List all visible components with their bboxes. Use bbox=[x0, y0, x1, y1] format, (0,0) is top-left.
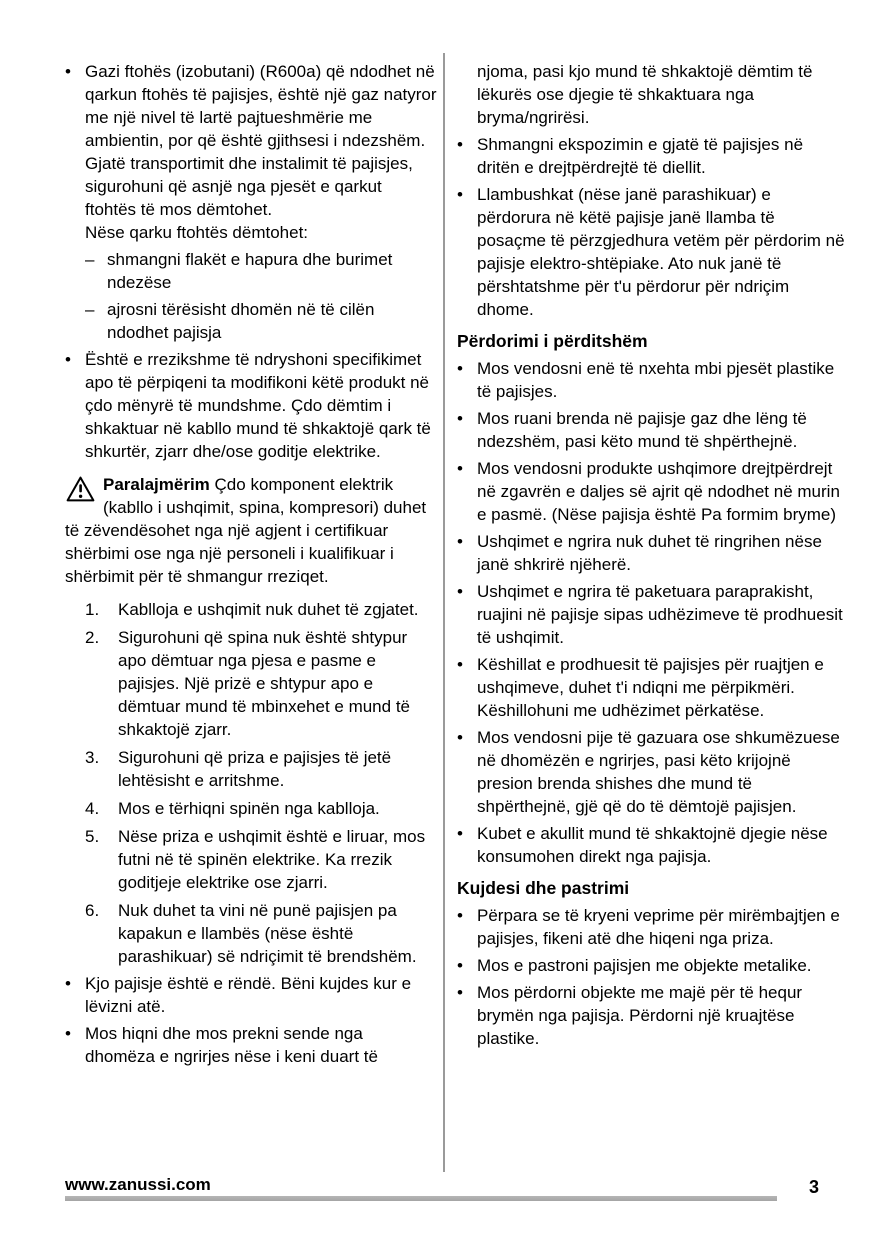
bullet-marker: • bbox=[457, 983, 463, 1002]
item-text: Nuk duhet ta vini në punë pajisjen pa kapakun e llambës (nëse është parashikuar) së ndriçimit të brendshëm. bbox=[118, 901, 417, 966]
bullet-item bbox=[457, 822, 847, 868]
item-text: Mos vendosni enë të nxehta mbi pjesët plastike të pajisjes. bbox=[477, 359, 835, 401]
bullet-item bbox=[457, 580, 847, 649]
bullet-marker: • bbox=[457, 655, 463, 674]
number-marker: 4. bbox=[85, 799, 100, 818]
bullet-marker: • bbox=[65, 62, 71, 81]
bullet-marker: • bbox=[457, 906, 463, 925]
bullet-marker: • bbox=[457, 532, 463, 551]
numbered-item bbox=[85, 598, 437, 621]
bullet-item bbox=[65, 972, 437, 1018]
item-text: Kablloja e ushqimit nuk duhet të zgjatet. bbox=[118, 600, 419, 619]
item-text: Mos e pastroni pajisjen me objekte metalike. bbox=[477, 956, 812, 975]
item-text: Mos përdorni objekte me majë për të hequr brymën nga pajisja. Përdorni një kruajtëse plastike. bbox=[477, 983, 803, 1048]
warning-label: Paralajmërim bbox=[103, 475, 210, 494]
bullet-item bbox=[65, 348, 437, 463]
item-text: Nëse priza e ushqimit është e liruar, mos futni në të spinën elektrike. Ka rrezik goditjeje elektrike ose zjarri. bbox=[118, 827, 426, 892]
item-text: Mos ruani brenda në pajisje gaz dhe lëng të ndezshëm, pasi këto mund të shpërthejnë. bbox=[477, 409, 807, 451]
number-marker: 2. bbox=[85, 628, 100, 647]
bullet-marker: • bbox=[457, 409, 463, 428]
bullet-marker: • bbox=[457, 582, 463, 601]
numbered-item bbox=[85, 797, 437, 820]
item-text: Ushqimet e ngrira të paketuara paraprakisht, ruajini në pajisje sipas udhëzimeve të prodhuesit të ushqimit. bbox=[477, 582, 843, 647]
left-column bbox=[65, 60, 437, 1068]
bullet-item bbox=[457, 357, 847, 403]
paragraph: Gjatë transportimit dhe instalimit të pajisjes, sigurohuni që asnjë nga pjesët e qarkut ftohtës të mos dëmtohet. bbox=[85, 154, 413, 219]
bullet-marker: • bbox=[65, 974, 71, 993]
paragraph: Gazi ftohës (izobutani) (R600a) që ndodhet në qarkun ftohës të pajisjes, është një gaz natyror me një nivel të lartë pajtueshmërie me ambientin, por që është gjithsesi i ndezshëm. bbox=[85, 62, 437, 150]
item-text: Mos vendosni produkte ushqimore drejtpërdrejt në zgavrën e daljes së ajrit që ndodhet në murin e pasmë. (Nëse pajisja është Pa formim bryme) bbox=[477, 459, 840, 524]
warning-triangle-icon bbox=[65, 473, 103, 518]
item-text: Mos e tërhiqni spinën nga kablloja. bbox=[118, 799, 380, 818]
paragraph: Nëse qarku ftohtës dëmtohet: bbox=[85, 223, 309, 242]
number-marker: 5. bbox=[85, 827, 100, 846]
dash-marker: – bbox=[85, 300, 95, 319]
column-divider bbox=[443, 53, 445, 1172]
item-text: Është e rrezikshme të ndryshoni specifikimet apo të përpiqeni ta modifikoni këtë produkt në çdo mënyrë të mundshme. Çdo dëmtim i shkaktuar në kabllo mund të shkaktojë qark të shkurtër, zjarr dhe/ose goditje elektrike. bbox=[85, 350, 431, 461]
footer-website: www.zanussi.com bbox=[65, 1175, 211, 1194]
number-marker: 6. bbox=[85, 901, 100, 920]
number-marker: 1. bbox=[85, 600, 100, 619]
bullet-marker: • bbox=[457, 359, 463, 378]
bullet-item bbox=[457, 530, 847, 576]
item-text: Përpara se të kryeni veprime për mirëmbajtjen e pajisjes, fikeni atë dhe hiqeni nga priza. bbox=[477, 906, 840, 948]
item-text bbox=[85, 60, 437, 244]
bullet-marker: • bbox=[457, 956, 463, 975]
page-number: 3 bbox=[808, 1177, 819, 1197]
item-text: Mos vendosni pije të gazuara ose shkumëzuese në dhomëzën e ngrirjes, pasi këto krijojnë presion brenda shishes dhe mund të shpërthejnë, gjë që do të dëmtojë pajisjen. bbox=[477, 728, 840, 816]
bullet-marker: • bbox=[457, 185, 463, 204]
bullet-marker: • bbox=[457, 459, 463, 478]
dash-item bbox=[85, 298, 437, 344]
item-text: Llambushkat (nëse janë parashikuar) e përdorura në këtë pajisje janë llamba të posaçme të përzgjedhura vetëm për përdorim në pajisje elektro-shtëpiake. Ato nuk janë të përshtatshme për t'u përdorur për ndriçim dhome. bbox=[477, 185, 845, 319]
bullet-item bbox=[457, 183, 847, 321]
bullet-item bbox=[457, 407, 847, 453]
bullet-marker: • bbox=[65, 350, 71, 369]
section-heading-daily-use: Përdorimi i përditshëm bbox=[457, 331, 648, 351]
bullet-marker: • bbox=[65, 1024, 71, 1043]
bullet-item bbox=[457, 904, 847, 950]
bullet-item bbox=[457, 726, 847, 818]
numbered-item bbox=[85, 746, 437, 792]
bullet-item bbox=[457, 133, 847, 179]
dash-marker: – bbox=[85, 250, 95, 269]
item-text: Sigurohuni që priza e pajisjes të jetë lehtësisht e arritshme. bbox=[118, 748, 392, 790]
bullet-marker: • bbox=[457, 824, 463, 843]
bullet-item bbox=[457, 457, 847, 526]
item-text: Kjo pajisje është e rëndë. Bëni kujdes kur e lëvizni atë. bbox=[85, 974, 412, 1016]
section-heading-care: Kujdesi dhe pastrimi bbox=[457, 878, 630, 898]
dash-item bbox=[85, 248, 437, 294]
bullet-item bbox=[457, 653, 847, 722]
numbered-item bbox=[85, 825, 437, 894]
continuation-paragraph: njoma, pasi kjo mund të shkaktojë dëmtim të lëkurës ose djegie të shkaktuara nga bryma/ngrirësi. bbox=[477, 62, 813, 127]
item-text: Mos hiqni dhe mos prekni sende nga dhomëza e ngrirjes nëse i keni duart të bbox=[85, 1024, 378, 1066]
number-marker: 3. bbox=[85, 748, 100, 767]
footer-rule bbox=[65, 1196, 777, 1201]
item-text: Kubet e akullit mund të shkaktojnë djegie nëse konsumohen direkt nga pajisja. bbox=[477, 824, 828, 866]
numbered-item bbox=[85, 899, 437, 968]
item-text: Sigurohuni që spina nuk është shtypur apo dëmtuar nga pjesa e pasme e pajisjes. Një prizë e shtypur apo e dëmtuar mund të mbinxehet e mund të shkaktojë zjarr. bbox=[118, 628, 410, 739]
item-text: shmangni flakët e hapura dhe burimet ndezëse bbox=[107, 250, 393, 292]
item-text: ajrosni tërësisht dhomën në të cilën ndodhet pajisja bbox=[107, 300, 375, 342]
right-column bbox=[457, 60, 847, 1050]
warning-note bbox=[65, 473, 437, 588]
bullet-marker: • bbox=[457, 135, 463, 154]
item-text: Këshillat e prodhuesit të pajisjes për ruajtjen e ushqimeve, duhet t'i ndiqni me përpikmëri. Këshillohuni me udhëzimet përkatëse. bbox=[477, 655, 824, 720]
bullet-item bbox=[457, 954, 847, 977]
item-text: Ushqimet e ngrira nuk duhet të ringrihen nëse janë shkrirë njëherë. bbox=[477, 532, 822, 574]
numbered-item bbox=[85, 626, 437, 741]
bullet-item bbox=[65, 60, 437, 244]
bullet-item bbox=[65, 1022, 437, 1068]
bullet-item bbox=[457, 981, 847, 1050]
item-text: Shmangni ekspozimin e gjatë të pajisjes në dritën e drejtpërdrejtë të diellit. bbox=[477, 135, 804, 177]
warning-text: Çdo komponent elektrik (kabllo i ushqimit, spina, kompresori) duhet të zëvendësohet nga një agjent i certifikuar shërbimi ose nga një personeli i kualifikuar i shërbimit për të shmangur rreziqet. bbox=[65, 475, 427, 586]
bullet-marker: • bbox=[457, 728, 463, 747]
